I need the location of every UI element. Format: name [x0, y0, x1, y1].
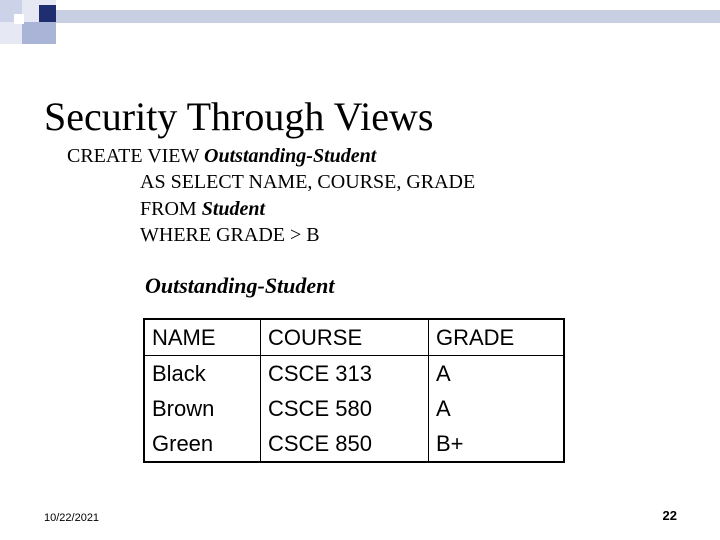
sql-keyword-create-view: CREATE VIEW	[67, 145, 205, 167]
sql-line-create-view	[67, 144, 376, 168]
table-cell-course: CSCE 313	[261, 356, 429, 392]
decoration-band	[56, 10, 720, 23]
table-row	[144, 426, 564, 462]
sql-line-select: AS SELECT NAME, COURSE, GRADE	[140, 171, 476, 193]
table-cell-name: Black	[144, 356, 261, 392]
decoration-square	[14, 14, 24, 24]
sql-line-from	[140, 197, 265, 221]
view-result-title: Outstanding-Student	[145, 273, 335, 298]
sql-table-name: Student	[201, 198, 266, 220]
sql-view-name: Outstanding-Student	[204, 145, 377, 167]
sql-keyword-from: FROM	[140, 198, 202, 220]
column-header-course: COURSE	[261, 319, 429, 356]
sql-line-where: WHERE GRADE > B	[140, 224, 320, 246]
column-header-name: NAME	[144, 319, 261, 356]
table-cell-grade: A	[436, 395, 451, 421]
table-cell-course: CSCE 580	[261, 391, 429, 426]
page-number: 22	[662, 508, 677, 523]
table-row	[144, 391, 564, 426]
header-decoration	[0, 0, 720, 48]
table-header-row	[144, 319, 564, 356]
table-cell-name: Brown	[144, 391, 261, 426]
slide-title: Security Through Views	[44, 94, 434, 139]
decoration-square	[39, 5, 56, 22]
view-result-table	[143, 318, 565, 463]
decoration-square	[22, 22, 56, 44]
table-cell-grade: B+	[436, 430, 464, 456]
table-row	[144, 356, 564, 392]
footer-date: 10/22/2021	[44, 512, 100, 524]
column-header-grade: GRADE	[429, 319, 565, 356]
table-cell-name: Green	[144, 426, 261, 462]
table-cell-grade: A	[436, 360, 451, 386]
decoration-square	[0, 22, 22, 44]
table-cell-course: CSCE 850	[261, 426, 429, 462]
